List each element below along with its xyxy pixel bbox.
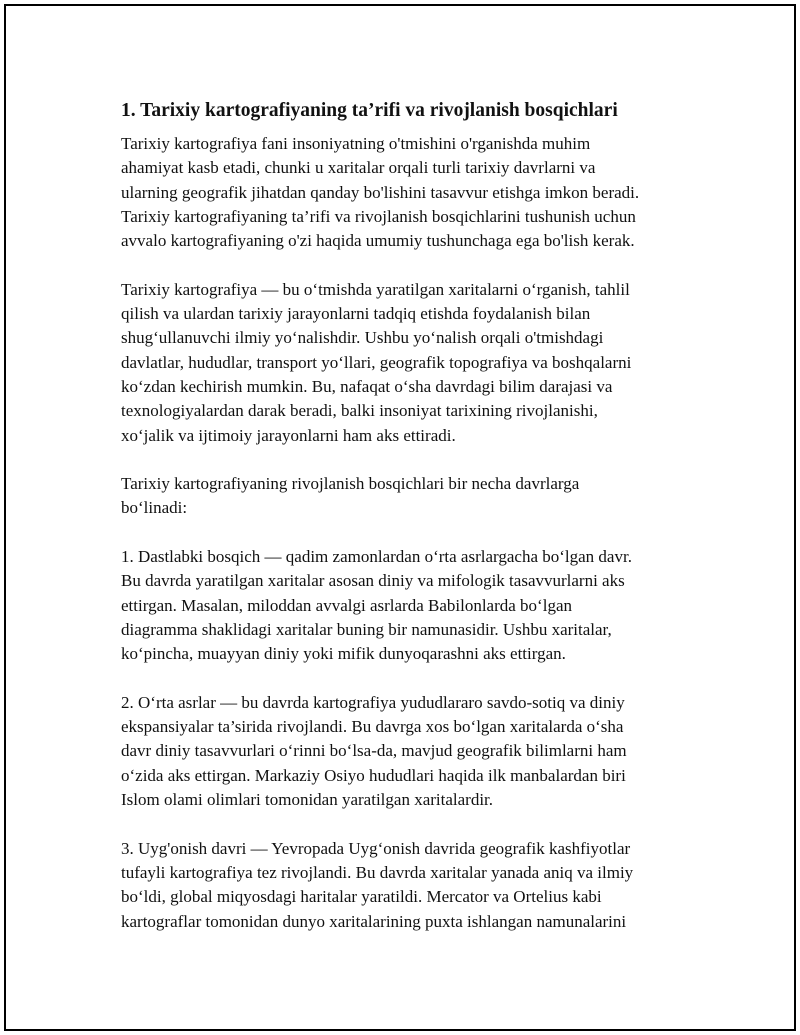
paragraph-stage-3: 3. Uyg'onish davri — Yevropada Uyg‘onish davrida geografik kashfiyotlar tufayli kartografiya tez rivojlandi. Bu davrda xaritalar yanada aniq va ilmiy bo‘ldi, global miqyosdagi haritalar yaratildi. Mercator va Ortelius kabi kartograflar tomonidan dunyo xaritalarining puxta ishlangan namunalarini (121, 838, 634, 931)
paragraph-intro: Tarixiy kartografiya fani insoniyatning o'tmishini o'rganishda muhim ahamiyat kasb etadi, chunki u xaritalar orqali turli tarixiy davrlarni va ularning geografik jihatdan qanday bo'lishini tasavvur etishga imkon beradi. Tarixiy kartografiyaning ta’rifi va rivojlanish bosqichlarini tushunish uchun avvalo kartografiyaning o'zi haqida umumiy tushunchaga ega bo'lish kerak. (121, 134, 640, 251)
paragraph-definition: Tarixiy kartografiya — bu o‘tmishda yaratilgan xaritalarni o‘rganish, tahlil qilish va ulardan tarixiy jarayonlarni tadqiq etishda foydalanish bilan shug‘ullanuvchi ilmiy yo‘nalishdir. Ushbu yo‘nalish orqali o'tmishdagi davlatlar, hududlar, transport yo‘llari, geografik topografiya va boshqalarni ko‘zdan kechirish mumkin. Bu, nafaqat o‘sha davrdagi bilim darajasi va texnologiyalardan darak beradi, balki insoniyat tarixining rivojlanishi, xo‘jalik va ijtimoiy jarayonlarni ham aks ettiradi. (121, 279, 632, 445)
paragraph-stages-intro: Tarixiy kartografiyaning rivojlanish bosqichlari bir necha davrlarga bo‘linadi: (121, 474, 580, 518)
paragraph-stage-2: 2. O‘rta asrlar — bu davrda kartografiya yududlararo savdo-sotiq va diniy ekspansiyalar ta’sirida rivojlandi. Bu davrga xos bo‘lgan xaritalarda o‘sha davr diniy tasavvurlari o‘rinni bo‘lsa-da, mavjud geografik bilimlarni ham o‘zida aks ettirgan. Markaziy Osiyo hududlari haqida ilk manbalardan biri Islom olami olimlari tomonidan yaratilgan xaritalardir. (121, 692, 627, 810)
document-body (121, 98, 691, 958)
paragraph-stage-1: 1. Dastlabki bosqich — qadim zamonlardan o‘rta asrlargacha bo‘lgan davr. Bu davrda yaratilgan xaritalar asosan diniy va mifologik tasavvurlarni aks ettirgan. Masalan, miloddan avvalgi asrlarda Babilonlarda bo‘lgan diagramma shaklidagi xaritalar buning bir namunasidir. Ushbu xaritalar, ko‘pincha, muayyan diniy yoki mifik dunyoqarashni aks ettirgan. (121, 547, 632, 664)
page-frame (4, 4, 796, 1031)
section-heading: 1. Tarixiy kartografiyaning ta’rifi va rivojlanish bosqichlari (121, 100, 618, 121)
